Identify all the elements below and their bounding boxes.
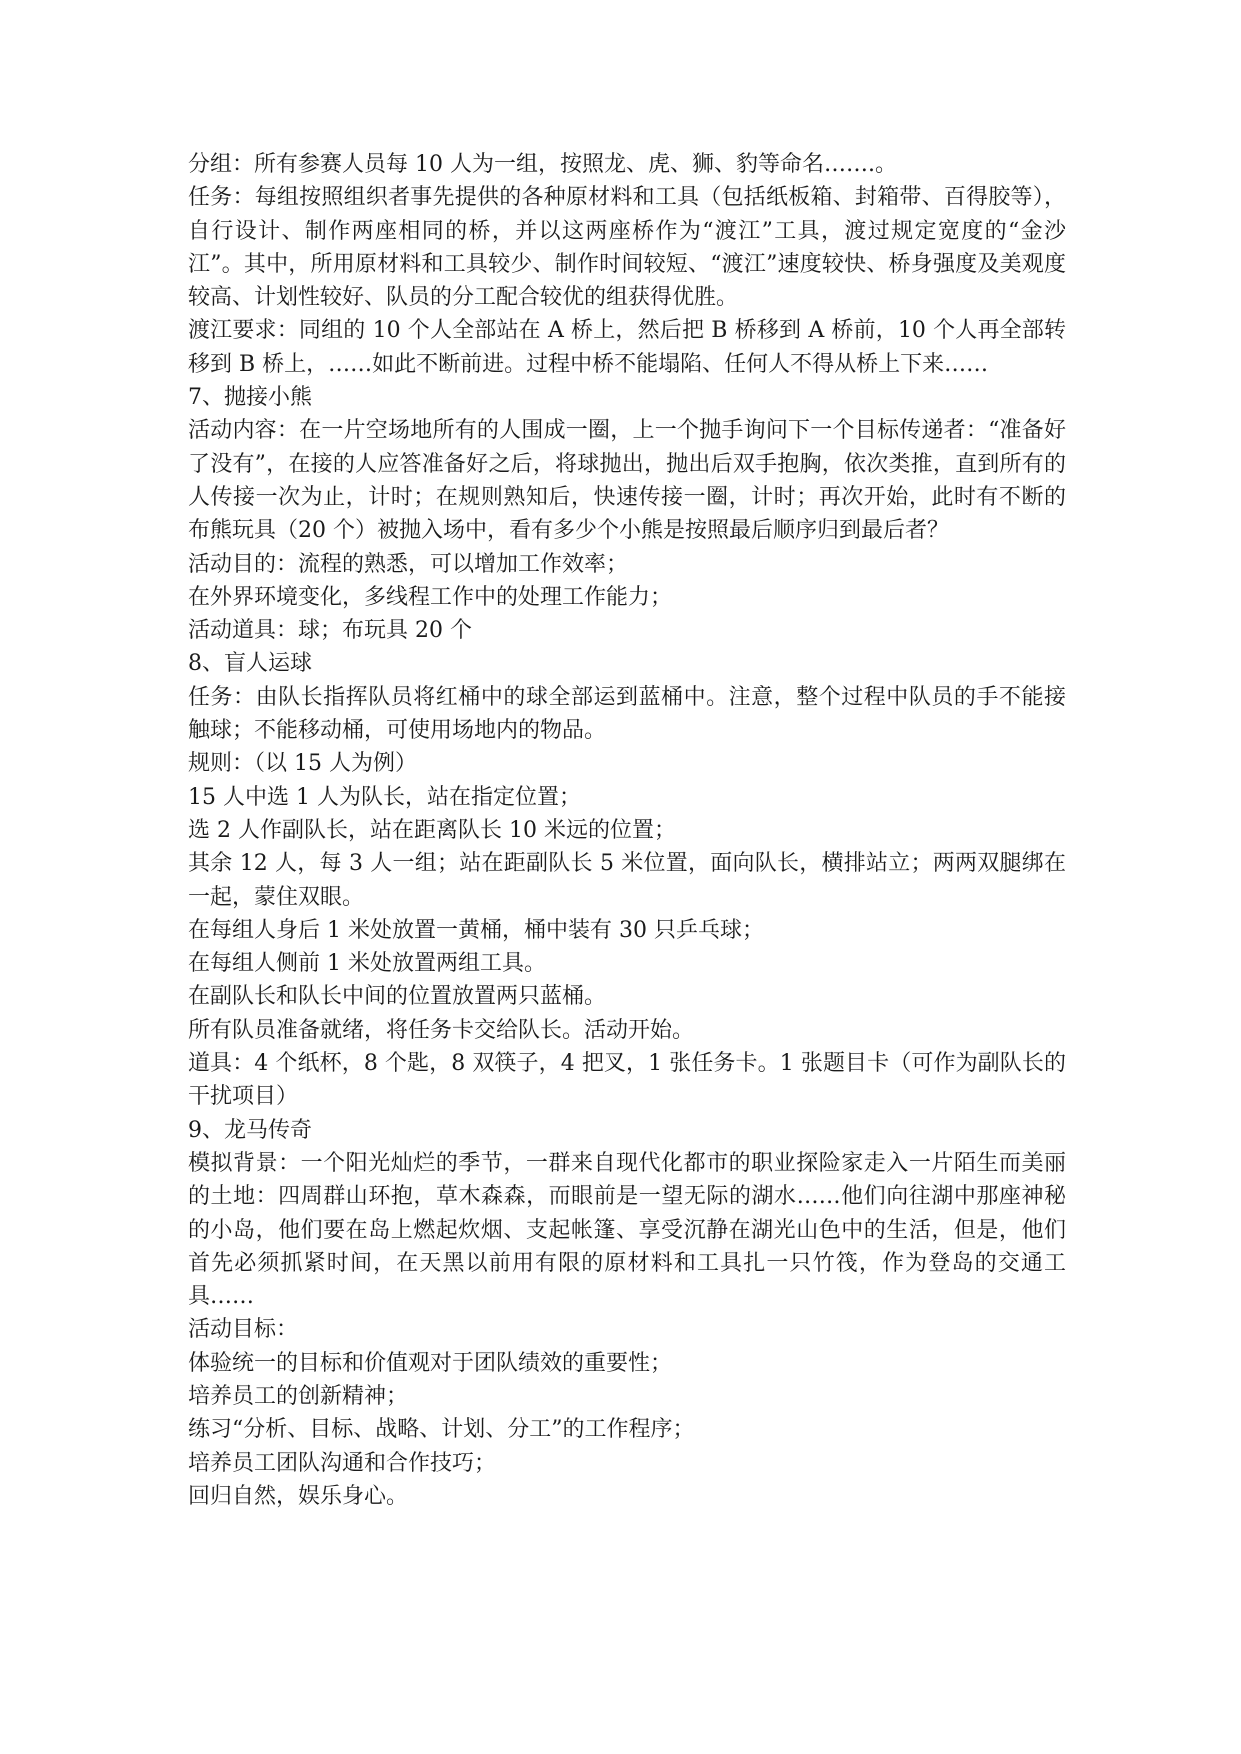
paragraph-goal-3: 练习“分析、目标、战略、计划、分工”的工作程序；: [188, 1417, 695, 1443]
paragraph-goal-5: 回归自然，娱乐身心。: [188, 1483, 409, 1509]
section-heading-9: 9、龙马传奇: [188, 1117, 312, 1143]
paragraph-rule-2: 选 2 人作副队长，站在距离队长 10 米远的位置；: [188, 817, 676, 843]
paragraph-props: 道具：4 个纸杯，8 个匙，8 双筷子，4 把叉，1 张任务卡。1 张题目卡（可作为副队长的干扰项目）: [188, 1051, 1066, 1110]
paragraph-blind-task: 任务：由队长指挥队员将红桶中的球全部运到蓝桶中。注意，整个过程中队员的手不能接触球；不能移动桶，可使用场地内的物品。: [188, 684, 1066, 744]
paragraph-activity-purpose-2: 在外界环境变化，多线程工作中的处理工作能力；: [188, 584, 673, 610]
paragraph-rule-4: 在每组人身后 1 米处放置一黄桶，桶中装有 30 只乒乓球；: [188, 917, 764, 943]
paragraph-rule-3: 其余 12 人，每 3 人一组；站在距副队长 5 米位置，面向队长，横排站立；两两双腿绑在一起，蒙住双眼。: [188, 851, 1066, 910]
paragraph-goal-2: 培养员工的创新精神；: [188, 1383, 409, 1409]
paragraph-rule-5: 在每组人侧前 1 米处放置两组工具。: [188, 951, 546, 977]
section-heading-7: 7、抛接小熊: [188, 385, 312, 411]
paragraph-background: 模拟背景：一个阳光灿烂的季节，一群来自现代化都市的职业探险家走入一片陌生而美丽的土地：四周群山环抱，草木森森，而眼前是一望无际的湖水……他们向往湖中那座神秘的小岛，他们要在岛上燃起炊烟、支起帐篷、享受沉静在湖光山色中的生活，但是，他们首先必须抓紧时间，在天黑以前用有限的原材料和工具扎一只竹筏，作为登岛的交通工具……: [188, 1150, 1066, 1310]
paragraph-rule-7: 所有队员准备就绪，将任务卡交给队长。活动开始。: [188, 1017, 695, 1043]
paragraph-task: 任务：每组按照组织者事先提供的各种原材料和工具（包括纸板箱、封箱带、百得胶等），自行设计、制作两座相同的桥，并以这两座桥作为“渡江”工具，渡过规定宽度的“金沙江”。其中，所用原材料和工具较少、制作时间较短、“渡江”速度较快、桥身强度及美观度较高、计划性较好、队员的分工配合较优的组获得优胜。: [188, 185, 1066, 311]
section-heading-8: 8、盲人运球: [188, 651, 312, 677]
paragraph-crossing-rules: 渡江要求：同组的 10 个人全部站在 A 桥上，然后把 B 桥移到 A 桥前，10 个人再全部转移到 B 桥上，……如此不断前进。过程中桥不能塌陷、任何人不得从桥上下来……: [188, 318, 1066, 377]
paragraph-grouping: 分组：所有参赛人员每 10 人为一组，按照龙、虎、狮、豹等命名…….。: [188, 152, 897, 177]
paragraph-activity-props: 活动道具：球；布玩具 20 个: [188, 618, 472, 644]
paragraph-goals-heading: 活动目标：: [188, 1317, 299, 1343]
paragraph-rule-6: 在副队长和队长中间的位置放置两只蓝桶。: [188, 984, 607, 1010]
document-body: [188, 148, 1066, 1513]
paragraph-goal-1: 体验统一的目标和价值观对于团队绩效的重要性；: [188, 1350, 673, 1376]
paragraph-goal-4: 培养员工团队沟通和合作技巧；: [188, 1450, 497, 1476]
paragraph-rules: 规则：（以 15 人为例）: [188, 751, 417, 777]
paragraph-activity-content: 活动内容：在一片空场地所有的人围成一圈，上一个抛手询问下一个目标传递者：“准备好了没有”，在接的人应答准备好之后，将球抛出，抛出后双手抱胸，依次类推，直到所有的人传接一次为止，计时；在规则熟知后，快速传接一圈，计时；再次开始，此时有不断的布熊玩具（20 个）被抛入场中，看有多少个小熊是按照最后顺序归到最后者？: [188, 418, 1066, 544]
paragraph-rule-1: 15 人中选 1 人为队长，站在指定位置；: [188, 784, 581, 810]
paragraph-activity-purpose: 活动目的：流程的熟悉，可以增加工作效率；: [188, 551, 629, 577]
